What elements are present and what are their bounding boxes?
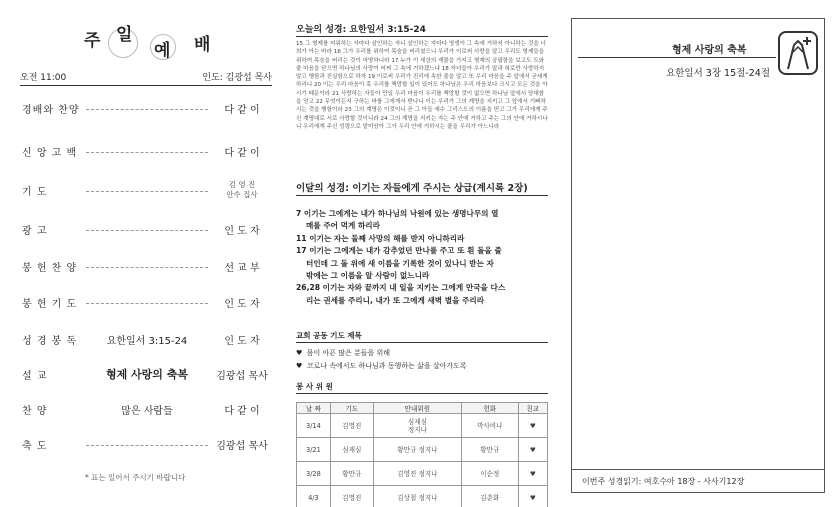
verse-line: 매를 주어 먹게 하리라 <box>306 221 380 231</box>
order-who: 인 도 자 <box>224 335 260 347</box>
table-cell: 심재심 <box>330 438 373 462</box>
table-cell: 김영진 정지나 <box>373 462 461 486</box>
table-cell: 황만규 정지나 <box>373 438 461 462</box>
table-cell: 김상철 정지나 <box>373 486 461 507</box>
scripture-reference: 요한일서 3:15-24 <box>106 335 188 347</box>
table-cell: 심재심 정지나 <box>373 414 461 438</box>
standing-note: * 표는 일어서 주시기 바랍니다 <box>85 473 186 482</box>
table-row <box>297 438 548 462</box>
order-row <box>22 219 272 239</box>
heart-icon: ♥ <box>518 414 547 438</box>
table-cell: 김영진 <box>330 486 373 507</box>
scripture-panel <box>296 0 552 507</box>
column-header: 날 짜 <box>297 403 331 414</box>
order-who: 선 교 부 <box>224 262 260 274</box>
verse-line: 터인데 그 돌 위에 새 이름을 기록한 것이 있나니 받는 자 <box>306 258 494 268</box>
order-row <box>22 141 272 161</box>
verse-item <box>296 282 548 307</box>
reading-heading: 오늘의 성경: 요한일서 3:15-24 <box>296 22 548 37</box>
service-committee-section <box>296 381 548 507</box>
monthly-heading: 이달의 성경: 이기는 자들에게 주시는 상급(계시록 2장) <box>296 180 548 196</box>
prayer-item <box>296 347 548 360</box>
order-label: 경배와 찬양 <box>22 104 80 116</box>
verse-item <box>296 245 548 282</box>
heart-icon: ♥ <box>296 349 303 357</box>
verse-item <box>296 233 548 245</box>
column-header: 친교 <box>518 403 547 414</box>
column-header: 안내위원 <box>373 403 461 414</box>
table-row <box>297 462 548 486</box>
order-of-worship-panel <box>0 0 282 507</box>
leader-line <box>86 267 208 268</box>
order-row <box>22 180 272 200</box>
service-heading: 봉 사 위 원 <box>296 381 548 394</box>
leader-line <box>86 191 208 192</box>
title-char: 예 <box>154 41 171 61</box>
table-cell: 박사비나 <box>462 414 519 438</box>
table-cell: 이순정 <box>462 462 519 486</box>
verse-item <box>296 208 548 233</box>
table-cell: 3/28 <box>297 462 331 486</box>
sermon-title-right: 형제 사랑의 축복 <box>672 45 747 56</box>
order-label: 신 앙 고 백 <box>22 147 78 159</box>
title-char: 주 <box>84 31 101 51</box>
table-header-row <box>297 403 548 414</box>
leader-line <box>86 230 208 231</box>
sermon-passage: 요한일서 3장 15절-24절 <box>666 68 770 79</box>
order-who: 다 같 이 <box>224 147 260 159</box>
prayer-item <box>296 360 548 373</box>
order-who: 인 도 자 <box>224 225 260 237</box>
order-row <box>22 329 272 349</box>
order-row <box>22 98 272 118</box>
order-who-title: 안수 집사 <box>226 190 258 199</box>
table-cell: 황만규 <box>330 462 373 486</box>
prayer-list <box>296 347 548 373</box>
title-divider <box>578 57 776 58</box>
verse-line: 7 이기는 그에게는 내가 하나님의 낙원에 있는 생명나무의 열 <box>296 209 499 218</box>
verse-line: 26,28 이기는 자와 끝까지 내 일을 지키는 그에게 만국을 다스 <box>296 283 506 293</box>
column-header: 기도 <box>330 403 373 414</box>
leader-line <box>86 152 208 153</box>
leader-line <box>86 109 208 110</box>
verse-line: 17 이기는 그에게는 내가 감추었던 만나를 주고 또 흰 돌을 줄 <box>296 246 502 256</box>
order-label: 설 교 <box>22 370 48 382</box>
verse-list <box>296 208 548 307</box>
order-label: 기 도 <box>22 186 48 198</box>
praying-hands-icon <box>778 31 818 75</box>
title-char: 일 <box>116 25 133 45</box>
table-cell: 4/3 <box>297 486 331 507</box>
order-who: 다 같 이 <box>224 104 260 116</box>
heart-icon: ♥ <box>518 438 547 462</box>
order-who: 김광섭 목사 <box>216 370 268 382</box>
verse-line: 밖에는 그 이름을 알 사람이 없느니라 <box>306 271 430 281</box>
heart-icon: ♥ <box>518 486 547 507</box>
table-row <box>297 414 548 438</box>
hymn-title: 많은 사람들 <box>121 405 173 417</box>
weekly-reading: 이번주 성경읽기: 여호수아 18장 - 사사기12장 <box>572 469 824 487</box>
order-who: 김광섭 목사 <box>216 440 268 452</box>
service-leader: 인도: 김광섭 목사 <box>202 73 272 83</box>
order-label: 축 도 <box>22 440 48 452</box>
order-who: 인 도 자 <box>224 298 260 310</box>
order-row <box>22 256 272 276</box>
service-header <box>20 70 272 86</box>
order-who: 다 같 이 <box>224 405 260 417</box>
prayer-heading: 교회 공동 기도 제목 <box>296 330 548 343</box>
order-label: 찬 양 <box>22 405 48 417</box>
order-label: 봉 헌 찬 양 <box>22 262 78 274</box>
title-char: 배 <box>194 35 211 55</box>
column-header: 헌화 <box>462 403 519 414</box>
heart-icon: ♥ <box>518 462 547 486</box>
order-row <box>22 364 272 384</box>
heart-icon: ♥ <box>296 362 303 370</box>
table-cell: 김영진 <box>330 414 373 438</box>
order-row <box>22 399 272 419</box>
order-row <box>22 434 272 454</box>
service-time: 오전 11:00 <box>20 73 67 83</box>
table-cell: 황만규 <box>462 438 519 462</box>
verse-line: 리는 권세를 주리니, 내가 또 그에게 새벽 별을 주리라 <box>306 295 485 305</box>
table-row <box>297 486 548 507</box>
worship-title <box>60 10 260 70</box>
order-who-name: 김 영 진 <box>228 180 256 189</box>
reading-text: 15 그 형제를 미워하는 자마다 살인하는 자니 살인하는 자마다 영생이 그 속에 거하지 아니하는 것을 너희가 아는 바라 16 그가 우리를 위하여 목숨을 버리셨으니 우리가 이로써 사랑을 알고 우리도 형제들을 위하여 목숨을 버리는 것이 마땅하니라 17 누가 이 세상의 재물을 가지고 형제의 궁핍함을 보고도 도와 줄 마음을 닫으면 하나님의 사랑이 어찌 그 속에 거하겠느냐 18 자녀들아 우리가 말과 혀로만 사랑하지 말고 행함과 진실함으로 하자 19 이로써 우리가 진리에 속한 줄을 알고 또 우리 마음을 주 앞에서 굳세게 하리니 20 이는 우리 마음이 혹 우리를 책망할 일이 있어도 하나님은 우리 마음보다 크시고 모든 것을 아시기 때문이라 21 사랑하는 자들아 만일 우리 마음이 우리를 책망할 것이 없으면 하나님 앞에서 담대함을 얻고 22 무엇이든지 구하는 바를 그에게서 받나니 이는 우리가 그의 계명을 지키고 그 앞에서 기뻐하시는 것을 행함이라 23 그의 계명은 이것이니 곧 그 아들 예수 그리스도의 이름을 믿고 그가 우리에게 주신 계명대로 서로 사랑할 것이니라 24 그의 계명을 지키는 자는 주 안에 거하고 주는 그의 안에 거하시나니 우리에게 주신 성령으로 말미암아 그가 우리 안에 거하시는 줄을 우리가 아느니라 <box>296 41 548 130</box>
sermon-notes-panel <box>571 18 825 493</box>
prayer-section <box>296 330 548 373</box>
leader-line <box>86 445 208 446</box>
order-who <box>212 180 272 200</box>
prayer-text: 몸이 아픈 많은 분들을 위해 <box>306 349 391 357</box>
order-row <box>22 292 272 312</box>
table-cell: 김춘화 <box>462 486 519 507</box>
monthly-verse-section <box>296 180 548 307</box>
prayer-text: 코로나 속에서도 하나님과 동행하는 삶을 살아가도록 <box>306 362 467 370</box>
leader-line <box>86 303 208 304</box>
order-label: 광 고 <box>22 225 48 237</box>
table-cell: 3/21 <box>297 438 331 462</box>
verse-line: 11 이기는 자는 둘째 사망의 해를 받지 아니하리라 <box>296 233 465 243</box>
order-label: 봉 헌 기 도 <box>22 298 78 310</box>
service-table <box>296 402 548 507</box>
sermon-title: 형제 사랑의 축복 <box>105 368 189 381</box>
order-label: 성 경 봉 독 <box>22 335 78 347</box>
table-cell: 3/14 <box>297 414 331 438</box>
